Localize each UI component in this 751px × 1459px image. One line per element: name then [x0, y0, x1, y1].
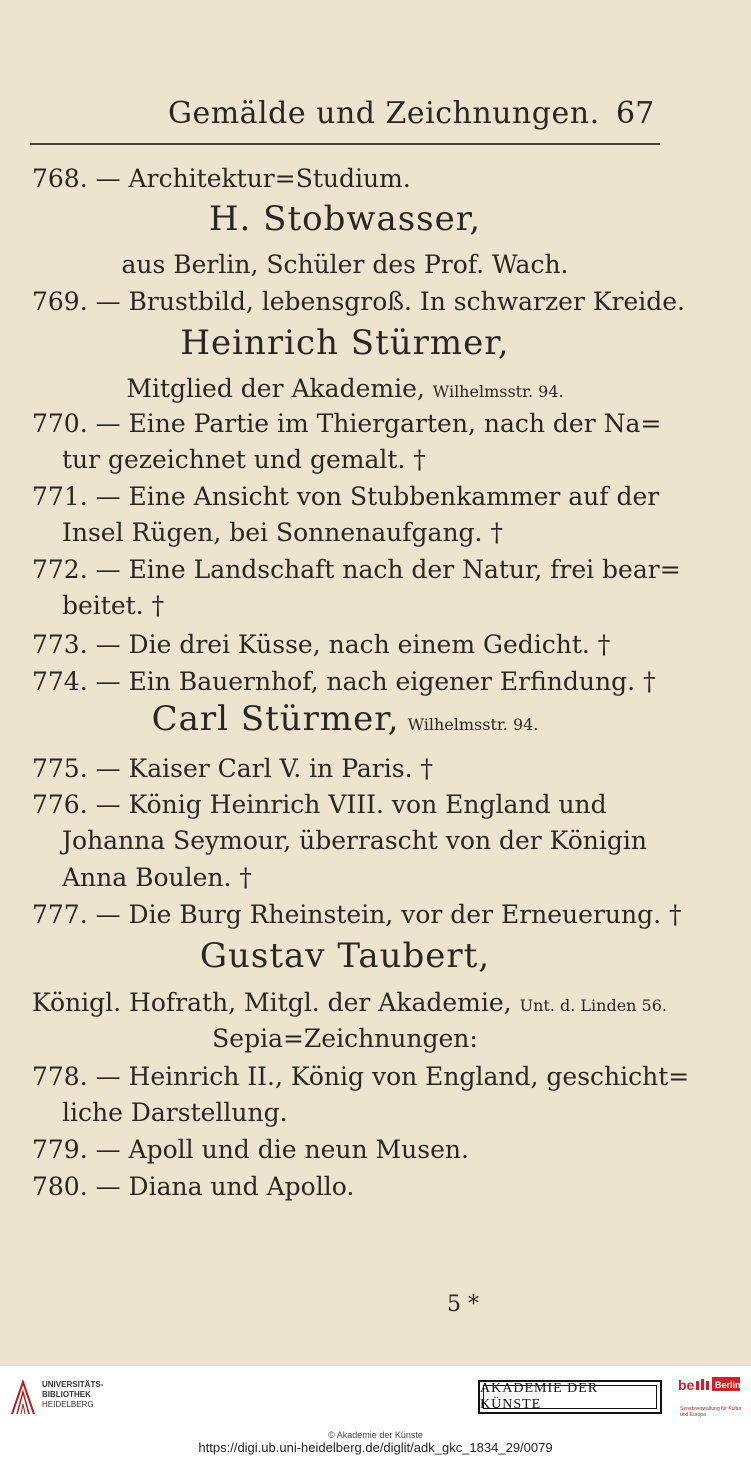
artist-address: Wilhelmsstr. 94.	[407, 715, 539, 734]
artist-membership: Königl. Hofrath, Mitgl. der Akademie,	[32, 988, 512, 1017]
section-heading: Sepia=Zeichnungen:	[212, 1024, 478, 1053]
artist-address: Unt. d. Linden 56.	[519, 996, 667, 1015]
artist-name: Heinrich Stürmer,	[180, 323, 510, 363]
artist-name: Gustav Taubert,	[199, 936, 491, 976]
entry-776-cont: Anna Boulen. †	[62, 863, 252, 892]
artist-info: aus Berlin, Schüler des Prof. Wach.	[121, 250, 569, 279]
entry-776: 776. — König Heinrich VIII. von England und	[32, 790, 607, 819]
entry-771-cont: Insel Rügen, bei Sonnenaufgang. †	[62, 518, 503, 547]
university-library-name[interactable]: UNIVERSITÄTS- BIBLIOTHEK HEIDELBERG	[42, 1380, 104, 1409]
entry-772-cont: beitet. †	[62, 591, 165, 620]
entry-772: 772. — Eine Landschaft nach der Natur, frei bear=	[32, 555, 681, 584]
artist-name: Carl Stürmer,	[151, 699, 400, 739]
entry-777: 777. — Die Burg Rheinstein, vor der Erneuerung. †	[32, 900, 682, 929]
entry-770: 770. — Eine Partie im Thiergarten, nach der Na=	[32, 409, 662, 438]
page-number: 67	[616, 96, 655, 131]
entry-773: 773. — Die drei Küsse, nach einem Gedicht. †	[32, 630, 611, 659]
entry-771: 771. — Eine Ansicht von Stubbenkammer auf der	[32, 482, 660, 511]
entry-769: 769. — Brustbild, lebensgroß. In schwarzer Kreide.	[32, 287, 686, 316]
entry-776-cont: Johanna Seymour, überrascht von der Königin	[62, 826, 647, 855]
running-header	[0, 96, 751, 146]
entry-768: 768. — Architektur=Studium.	[32, 164, 411, 193]
entry-775: 775. — Kaiser Carl V. in Paris. †	[32, 754, 433, 783]
artist-heading	[0, 700, 690, 744]
signature-mark: 5 *	[447, 1292, 479, 1317]
artist-membership: Mitglied der Akademie,	[126, 374, 425, 403]
permalink-url[interactable]: https://digi.ub.uni-heidelberg.de/diglit/adk_gkc_1834_29/0079	[198, 1440, 553, 1455]
entry-778: 778. — Heinrich II., König von England, geschicht=	[32, 1062, 690, 1091]
entry-780: 780. — Diana und Apollo.	[32, 1172, 355, 1201]
university-library-logo-icon[interactable]	[10, 1378, 36, 1416]
artist-info	[32, 984, 667, 1025]
copyright-notice: © Akademie der Künste	[328, 1430, 423, 1440]
header-rule	[30, 143, 660, 145]
header-title: Gemälde und Zeichnungen.	[168, 96, 600, 131]
artist-address: Wilhelmsstr. 94.	[432, 382, 564, 401]
viewer-footer	[0, 1365, 751, 1459]
entry-774: 774. — Ein Bauernhof, nach eigener Erfindung. †	[32, 667, 656, 696]
entry-779: 779. — Apoll und die neun Musen.	[32, 1135, 469, 1164]
artist-name: H. Stobwasser,	[208, 199, 482, 239]
svg-text:Berlin: Berlin	[715, 1380, 741, 1390]
svg-text:be: be	[678, 1377, 695, 1393]
entry-778-cont: liche Darstellung.	[62, 1098, 288, 1127]
berlin-subtitle: Senatsverwaltung für Kultur und Europa	[680, 1406, 742, 1418]
akademie-logo[interactable]: AKADEMIE DER KÜNSTE	[478, 1380, 662, 1414]
entry-770-cont: tur gezeichnet und gemalt. †	[62, 445, 426, 474]
